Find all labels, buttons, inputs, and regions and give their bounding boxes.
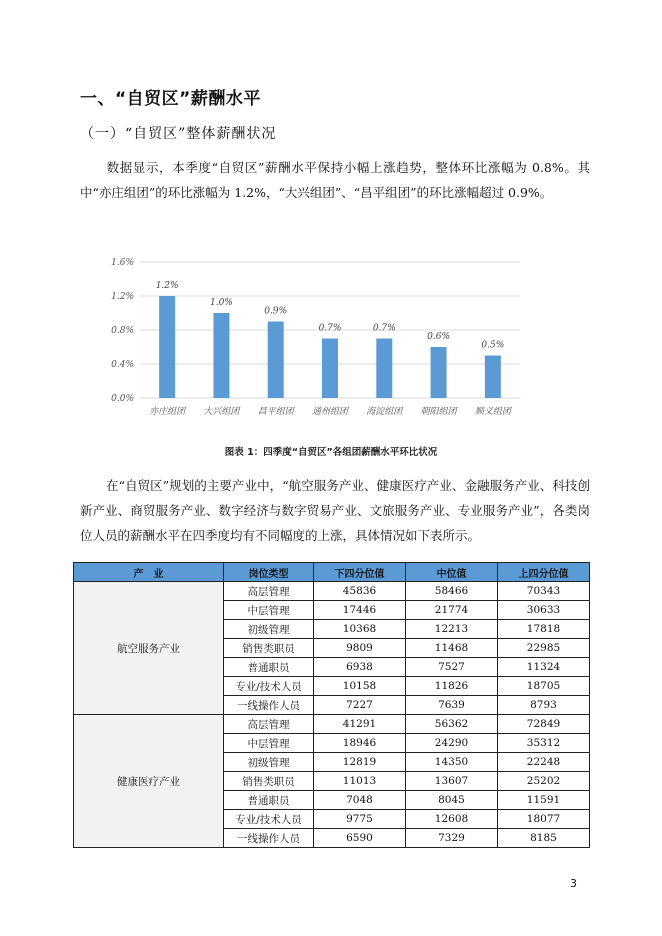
median-cell: 12213: [406, 620, 498, 639]
position-cell: 一线操作人员: [224, 696, 314, 715]
upper-quartile-cell: 8185: [498, 829, 590, 848]
median-cell: 56362: [406, 715, 498, 734]
upper-quartile-cell: 30633: [498, 601, 590, 620]
paragraph-industries-text: 在“自贸区”规划的主要产业中，“航空服务产业、健康医疗产业、金融服务产业、科技创新产业、商贸服务产业、数字经济与数字贸易产业、文旅服务产业、专业服务产业”，各类岗位人员的薪酬水平在四季度均有不同幅度的上涨，具体情况如下表所示。: [80, 478, 590, 543]
paragraph-industries: [80, 473, 590, 548]
y-tick-label: 0.4%: [111, 360, 134, 370]
data-label: 0.7%: [318, 323, 342, 334]
x-tick-label: 昌平组团: [257, 407, 294, 417]
table-body: [74, 582, 590, 848]
lower-quartile-cell: 45836: [314, 582, 406, 601]
header-median: 中位值: [406, 563, 498, 582]
chart-caption: 图表 1：四季度“自贸区”各组团薪酬水平环比状况: [224, 447, 438, 458]
position-cell: 初级管理: [224, 620, 314, 639]
upper-quartile-cell: 11324: [498, 658, 590, 677]
section-heading: 一、“自贸区”薪酬水平: [80, 89, 261, 109]
lower-quartile-cell: 6590: [314, 829, 406, 848]
header-position: 岗位类型: [224, 563, 314, 582]
y-tick-label: 1.6%: [111, 258, 134, 268]
lower-quartile-cell: 12819: [314, 753, 406, 772]
page-number: 3: [570, 877, 577, 890]
position-cell: 专业/技术人员: [224, 810, 314, 829]
position-cell: 一线操作人员: [224, 829, 314, 848]
median-cell: 13607: [406, 772, 498, 791]
upper-quartile-cell: 22248: [498, 753, 590, 772]
y-tick-label: 0.8%: [111, 326, 134, 336]
data-label: 0.7%: [372, 323, 396, 334]
position-cell: 中层管理: [224, 734, 314, 753]
upper-quartile-cell: 18077: [498, 810, 590, 829]
x-tick-label: 大兴组团: [203, 407, 240, 417]
lower-quartile-cell: 18946: [314, 734, 406, 753]
position-cell: 销售类职员: [224, 639, 314, 658]
salary-table: [73, 562, 590, 848]
median-cell: 7639: [406, 696, 498, 715]
median-cell: 24290: [406, 734, 498, 753]
x-tick-label: 朝阳组团: [420, 407, 457, 417]
position-cell: 专业/技术人员: [224, 677, 314, 696]
lower-quartile-cell: 6938: [314, 658, 406, 677]
paragraph-intro: [80, 155, 590, 205]
upper-quartile-cell: 35312: [498, 734, 590, 753]
y-tick-label: 1.2%: [111, 292, 134, 302]
position-cell: 初级管理: [224, 753, 314, 772]
upper-quartile-cell: 22985: [498, 639, 590, 658]
upper-quartile-cell: 17818: [498, 620, 590, 639]
bar-chart-svg: [100, 250, 540, 430]
upper-quartile-cell: 72849: [498, 715, 590, 734]
upper-quartile-cell: 11591: [498, 791, 590, 810]
bar: [268, 322, 284, 399]
upper-quartile-cell: 8793: [498, 696, 590, 715]
position-cell: 高层管理: [224, 715, 314, 734]
lower-quartile-cell: 7048: [314, 791, 406, 810]
median-cell: 12608: [406, 810, 498, 829]
bar: [431, 347, 447, 398]
lower-quartile-cell: 11013: [314, 772, 406, 791]
position-cell: 销售类职员: [224, 772, 314, 791]
bar: [485, 356, 501, 399]
upper-quartile-cell: 70343: [498, 582, 590, 601]
subsection-heading: （一）“自贸区”整体薪酬状况: [80, 126, 277, 142]
lower-quartile-cell: 7227: [314, 696, 406, 715]
bar: [213, 313, 229, 398]
x-tick-label: 顺义组团: [474, 407, 511, 417]
data-label: 1.0%: [209, 298, 233, 308]
header-industry: 产 业: [74, 563, 224, 582]
median-cell: 14350: [406, 753, 498, 772]
median-cell: 21774: [406, 601, 498, 620]
data-label: 1.2%: [155, 281, 179, 291]
lower-quartile-cell: 41291: [314, 715, 406, 734]
x-tick-label: 海淀组团: [366, 407, 403, 417]
lower-quartile-cell: 17446: [314, 601, 406, 620]
median-cell: 11468: [406, 639, 498, 658]
bar: [159, 296, 175, 398]
bar: [376, 339, 392, 399]
lower-quartile-cell: 10158: [314, 677, 406, 696]
header-upper-quartile: 上四分位值: [498, 563, 590, 582]
bar-chart: [100, 250, 540, 430]
lower-quartile-cell: 10368: [314, 620, 406, 639]
table-row: [74, 582, 590, 601]
position-cell: 中层管理: [224, 601, 314, 620]
x-tick-label: 亦庄组团: [149, 407, 186, 417]
position-cell: 高层管理: [224, 582, 314, 601]
y-tick-label: 0.0%: [111, 394, 134, 404]
median-cell: 58466: [406, 582, 498, 601]
industry-cell: 航空服务产业: [74, 582, 224, 715]
lower-quartile-cell: 9775: [314, 810, 406, 829]
table-row: [74, 715, 590, 734]
median-cell: 8045: [406, 791, 498, 810]
bar: [322, 339, 338, 399]
paragraph-intro-text: 数据显示，本季度“自贸区”薪酬水平保持小幅上涨趋势，整体环比涨幅为 0.8%。其中“亦庄组团”的环比涨幅为 1.2%，“大兴组团”、“昌平组团”的环比涨幅超过 0.9%。: [80, 160, 590, 200]
table-header-row: [74, 563, 590, 582]
x-tick-label: 通州组团: [311, 407, 349, 417]
upper-quartile-cell: 18705: [498, 677, 590, 696]
lower-quartile-cell: 9809: [314, 639, 406, 658]
median-cell: 7329: [406, 829, 498, 848]
header-lower-quartile: 下四分位值: [314, 563, 406, 582]
upper-quartile-cell: 25202: [498, 772, 590, 791]
industry-cell: 健康医疗产业: [74, 715, 224, 848]
position-cell: 普通职员: [224, 791, 314, 810]
data-label: 0.5%: [481, 340, 505, 351]
data-label: 0.6%: [427, 332, 451, 342]
position-cell: 普通职员: [224, 658, 314, 677]
data-label: 0.9%: [264, 306, 288, 317]
median-cell: 11826: [406, 677, 498, 696]
median-cell: 7527: [406, 658, 498, 677]
